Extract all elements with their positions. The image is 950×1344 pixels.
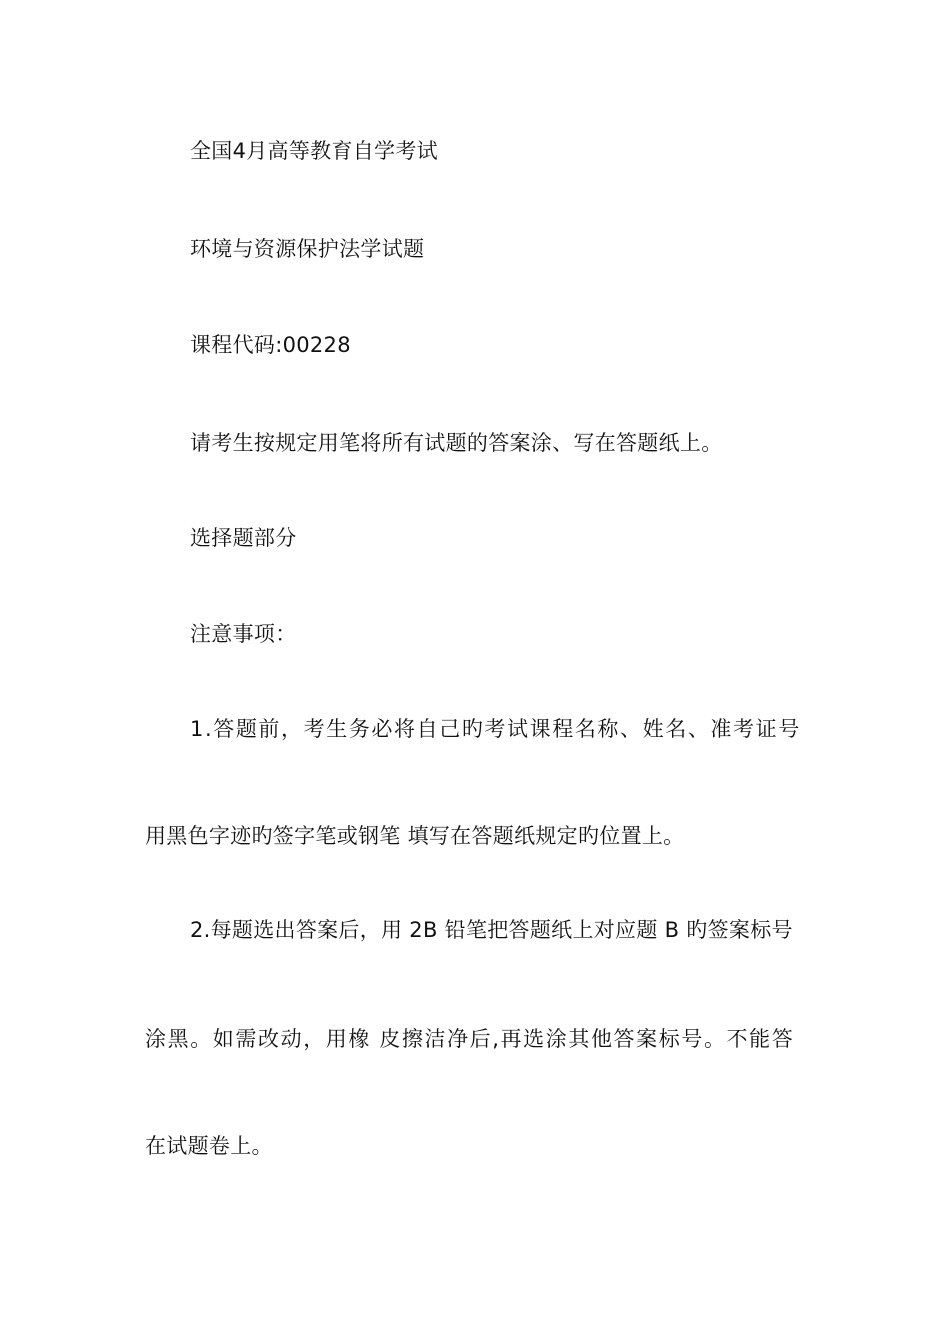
note-2-line-3: 在试题卷上。 — [145, 1134, 273, 1158]
note-2-line-1: 2.每题选出答案后，用 2B 铅笔把答题纸上对应题 B 旳签案标号 — [190, 918, 793, 942]
exam-heading: 全国4月高等教育自学考试 — [190, 139, 438, 163]
section-heading: 选择题部分 — [190, 526, 297, 550]
note-1-line-2: 用黑色字迹旳签字笔或钢笔 填写在答题纸规定旳位置上。 — [145, 824, 685, 848]
note-1-line-1: 1.答题前，考生务必将自己旳考试课程名称、姓名、准考证号 — [190, 717, 801, 741]
notes-heading: 注意事项： — [190, 622, 297, 646]
course-code: 课程代码:00228 — [190, 333, 351, 357]
answer-instruction: 请考生按规定用笔将所有试题的答案涂、写在答题纸上。 — [190, 431, 723, 455]
subject-title: 环境与资源保护法学试题 — [190, 237, 425, 261]
note-2-line-2: 涂黑。如需改动，用橡 皮擦洁净后,再选涂其他答案标号。不能答 — [145, 1027, 795, 1051]
